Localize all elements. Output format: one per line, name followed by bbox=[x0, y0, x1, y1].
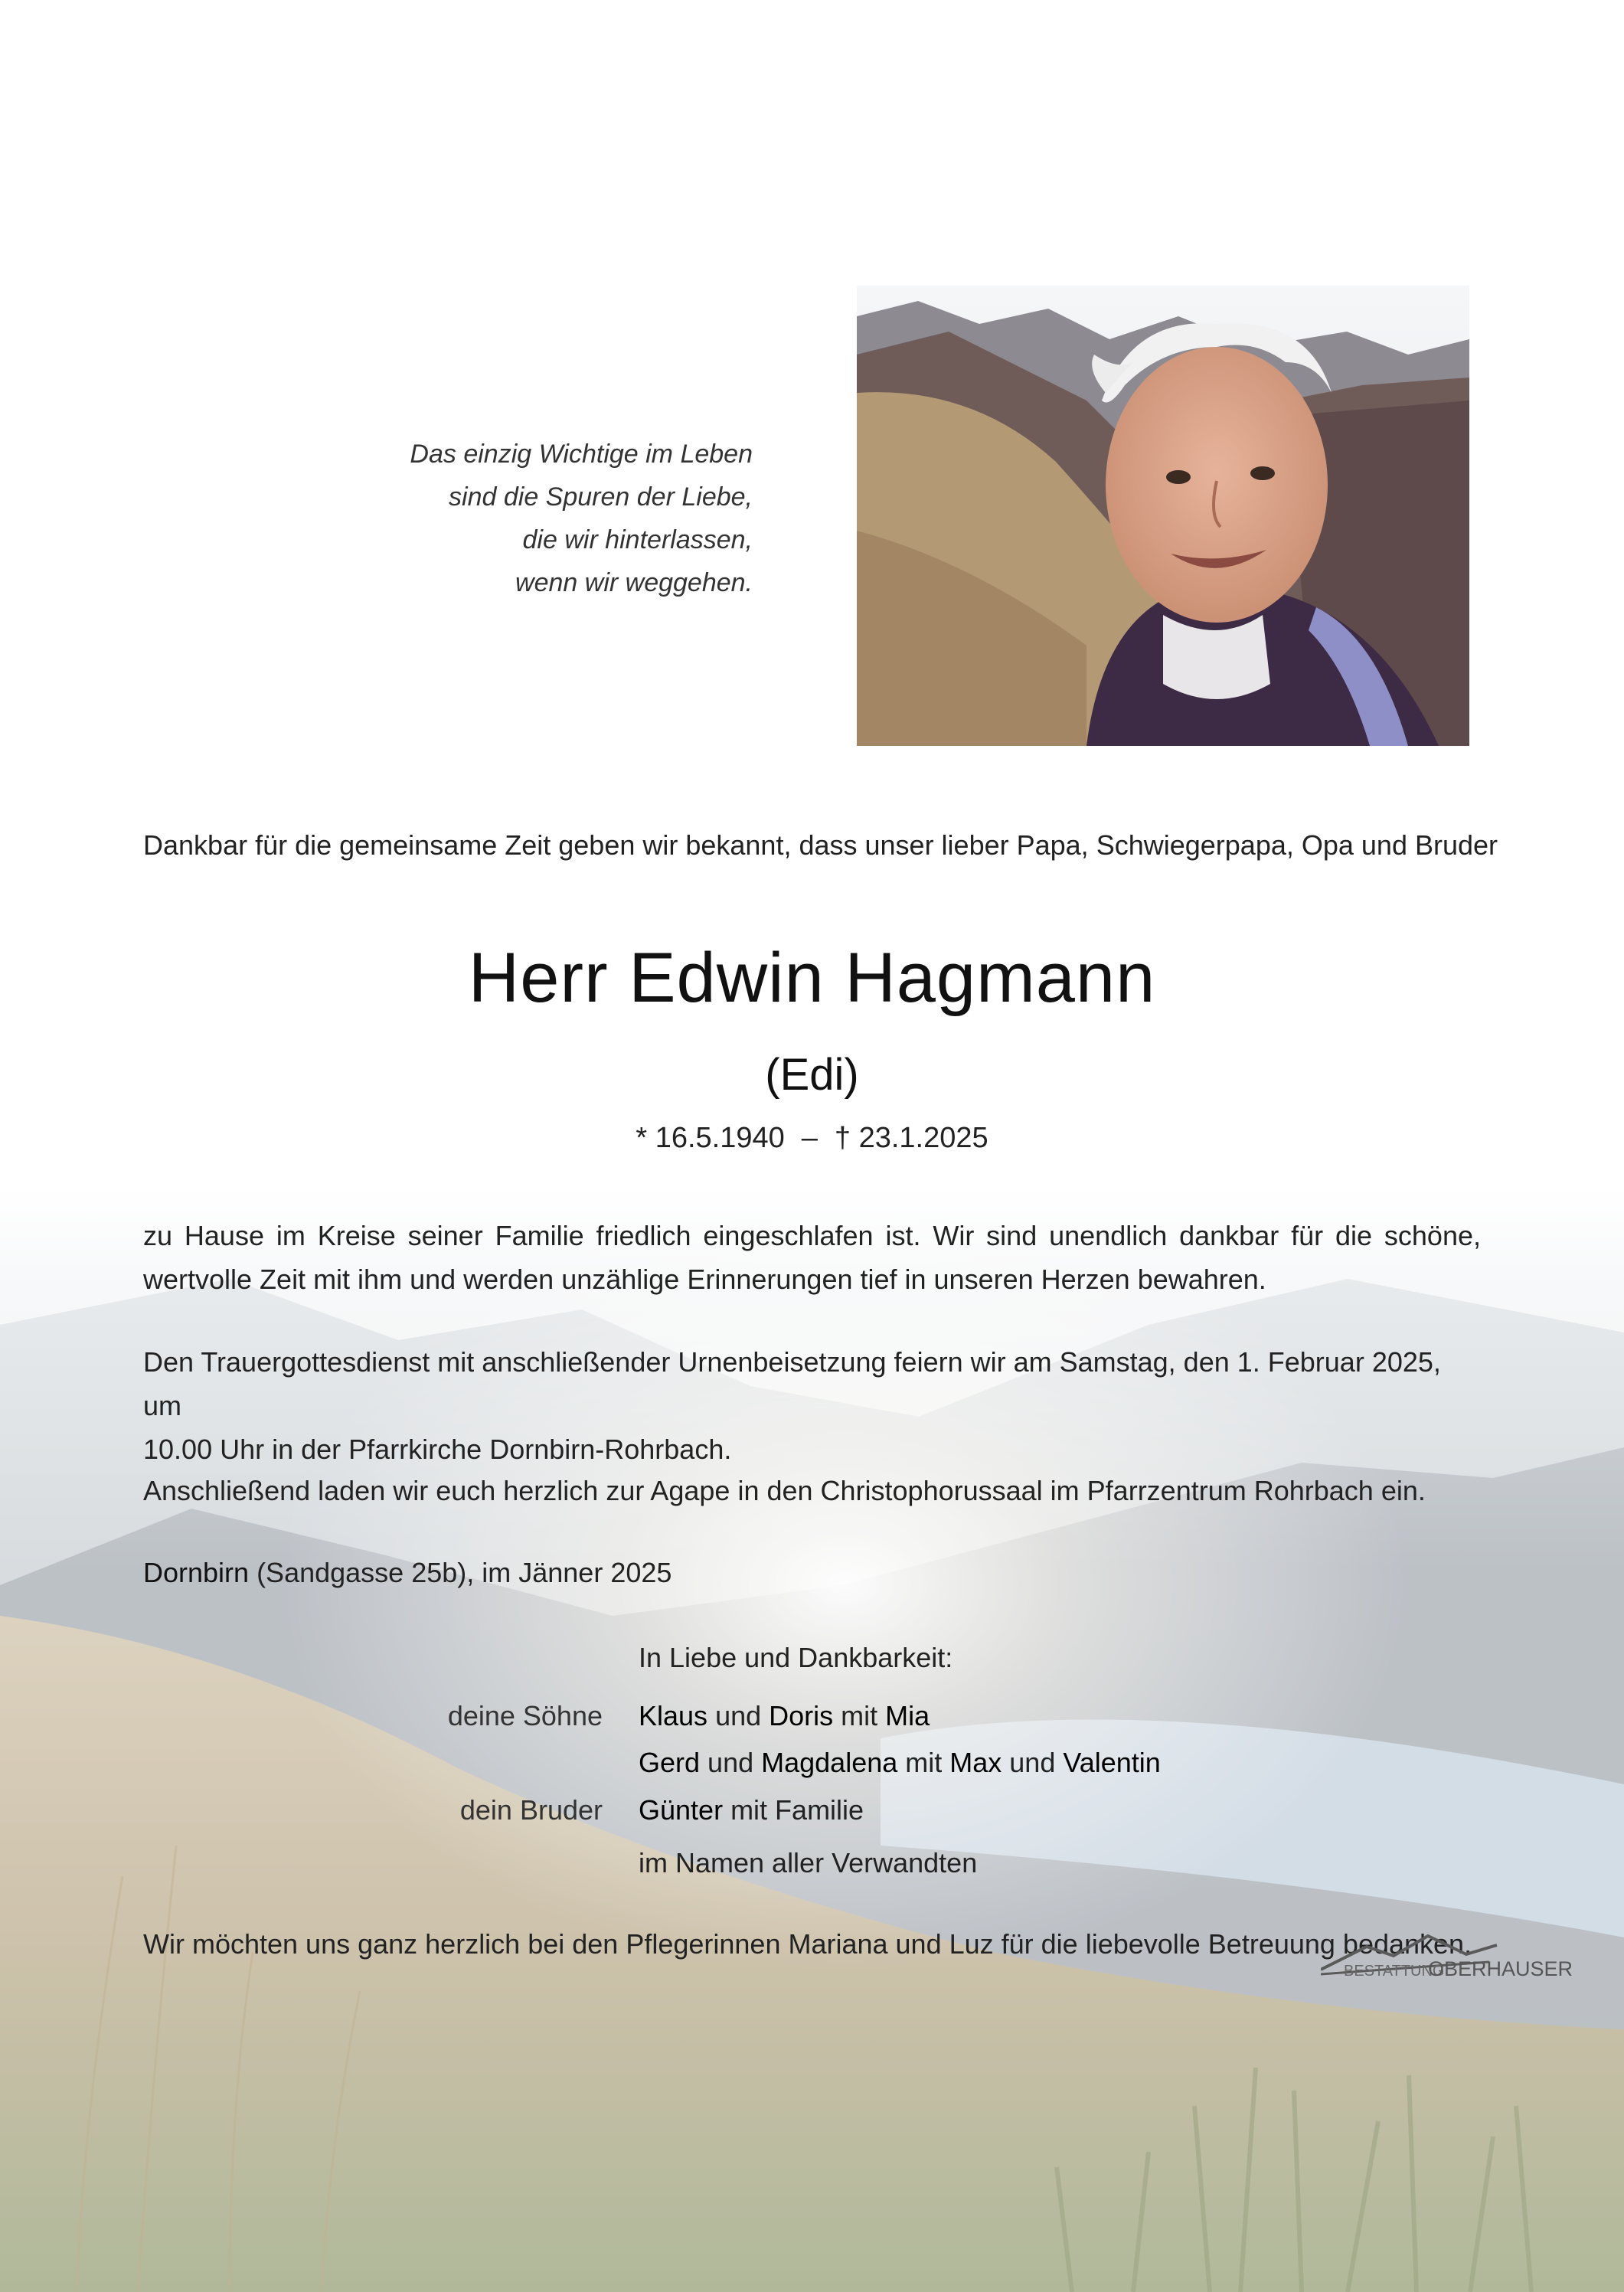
connector-text: und bbox=[700, 1747, 762, 1778]
logo-text-oberhauser: OBERHAUSER bbox=[1428, 1957, 1573, 1980]
sons-label: deine Söhne bbox=[447, 1700, 603, 1731]
brother-row bbox=[639, 1794, 864, 1826]
quote-line: die wir hinterlassen, bbox=[522, 525, 753, 554]
connector-text: mit Familie bbox=[723, 1794, 864, 1826]
mourner-name: Günter bbox=[639, 1794, 724, 1826]
place-city: Dornbirn bbox=[143, 1557, 250, 1588]
logo-text-bestattung: BESTATTUNG bbox=[1344, 1963, 1445, 1980]
quote-line: sind die Spuren der Liebe, bbox=[449, 482, 753, 512]
paragraph-service bbox=[143, 1340, 1481, 1471]
date-separator: – bbox=[801, 1122, 818, 1154]
place-date-line bbox=[143, 1557, 671, 1589]
brother-label: dein Bruder bbox=[459, 1794, 603, 1826]
deceased-name: Herr Edwin Hagmann bbox=[468, 939, 1156, 1017]
intro-text: Dankbar für die gemeinsame Zeit geben wir bekannt, dass unser lieber Papa, Schwiegerpapa, Opa und Bruder bbox=[143, 829, 1498, 861]
service-line: Den Trauergottesdienst mit anschließender Urnenbeisetzung feiern wir am Samstag, den 1. Februar 2025, um bbox=[143, 1346, 1441, 1421]
quote-line: wenn wir weggehen. bbox=[515, 568, 753, 597]
deceased-nickname: (Edi) bbox=[765, 1050, 859, 1100]
paragraph-passing: zu Hause im Kreise seiner Familie friedlich eingeschlafen ist. Wir sind unendlich dankbar für die schöne, wertvolle Zeit mit ihm und werden unzählige Erinnerungen tief in unseren Herzen bewahren. bbox=[143, 1220, 1481, 1295]
connector-text: und bbox=[707, 1700, 770, 1731]
connector-text: mit bbox=[897, 1747, 950, 1778]
paragraph-agape: Anschließend laden wir euch herzlich zur Agape in den Christophorussaal im Pfarrzentrum Rohrbach ein. bbox=[143, 1475, 1426, 1506]
sons-row-2 bbox=[639, 1747, 1161, 1779]
quote-block bbox=[306, 433, 753, 604]
connector-text: mit bbox=[833, 1700, 886, 1731]
mourner-name: Mia bbox=[885, 1700, 930, 1731]
service-line: 10.00 Uhr in der Pfarrkirche Dornbirn-Rohrbach. bbox=[143, 1434, 732, 1465]
mourner-name: Gerd bbox=[639, 1747, 701, 1778]
mourner-name: Max bbox=[949, 1747, 1002, 1778]
death-date: † 23.1.2025 bbox=[834, 1122, 988, 1154]
life-dates bbox=[0, 1122, 1624, 1155]
connector-text: und bbox=[1002, 1747, 1064, 1778]
signature-title: In Liebe und Dankbarkeit: bbox=[639, 1642, 953, 1673]
funeral-home-logo bbox=[1321, 1899, 1573, 1999]
mourner-name: Doris bbox=[769, 1700, 834, 1731]
relatives-line: im Namen aller Verwandten bbox=[639, 1847, 978, 1878]
quote-line: Das einzig Wichtige im Leben bbox=[410, 440, 753, 469]
thanks-text: Wir möchten uns ganz herzlich bei den Pflegerinnen Mariana und Luz für die liebevolle Betreuung bedanken. bbox=[143, 1928, 1472, 1960]
mourner-name: Klaus bbox=[639, 1700, 708, 1731]
sons-row-1 bbox=[639, 1700, 930, 1732]
mourner-name: Valentin bbox=[1063, 1747, 1161, 1778]
mourner-name: Magdalena bbox=[761, 1747, 898, 1778]
portrait-photo bbox=[857, 286, 1469, 746]
birth-date: * 16.5.1940 bbox=[636, 1122, 785, 1154]
place-rest: (Sandgasse 25b), im Jänner 2025 bbox=[249, 1557, 672, 1588]
